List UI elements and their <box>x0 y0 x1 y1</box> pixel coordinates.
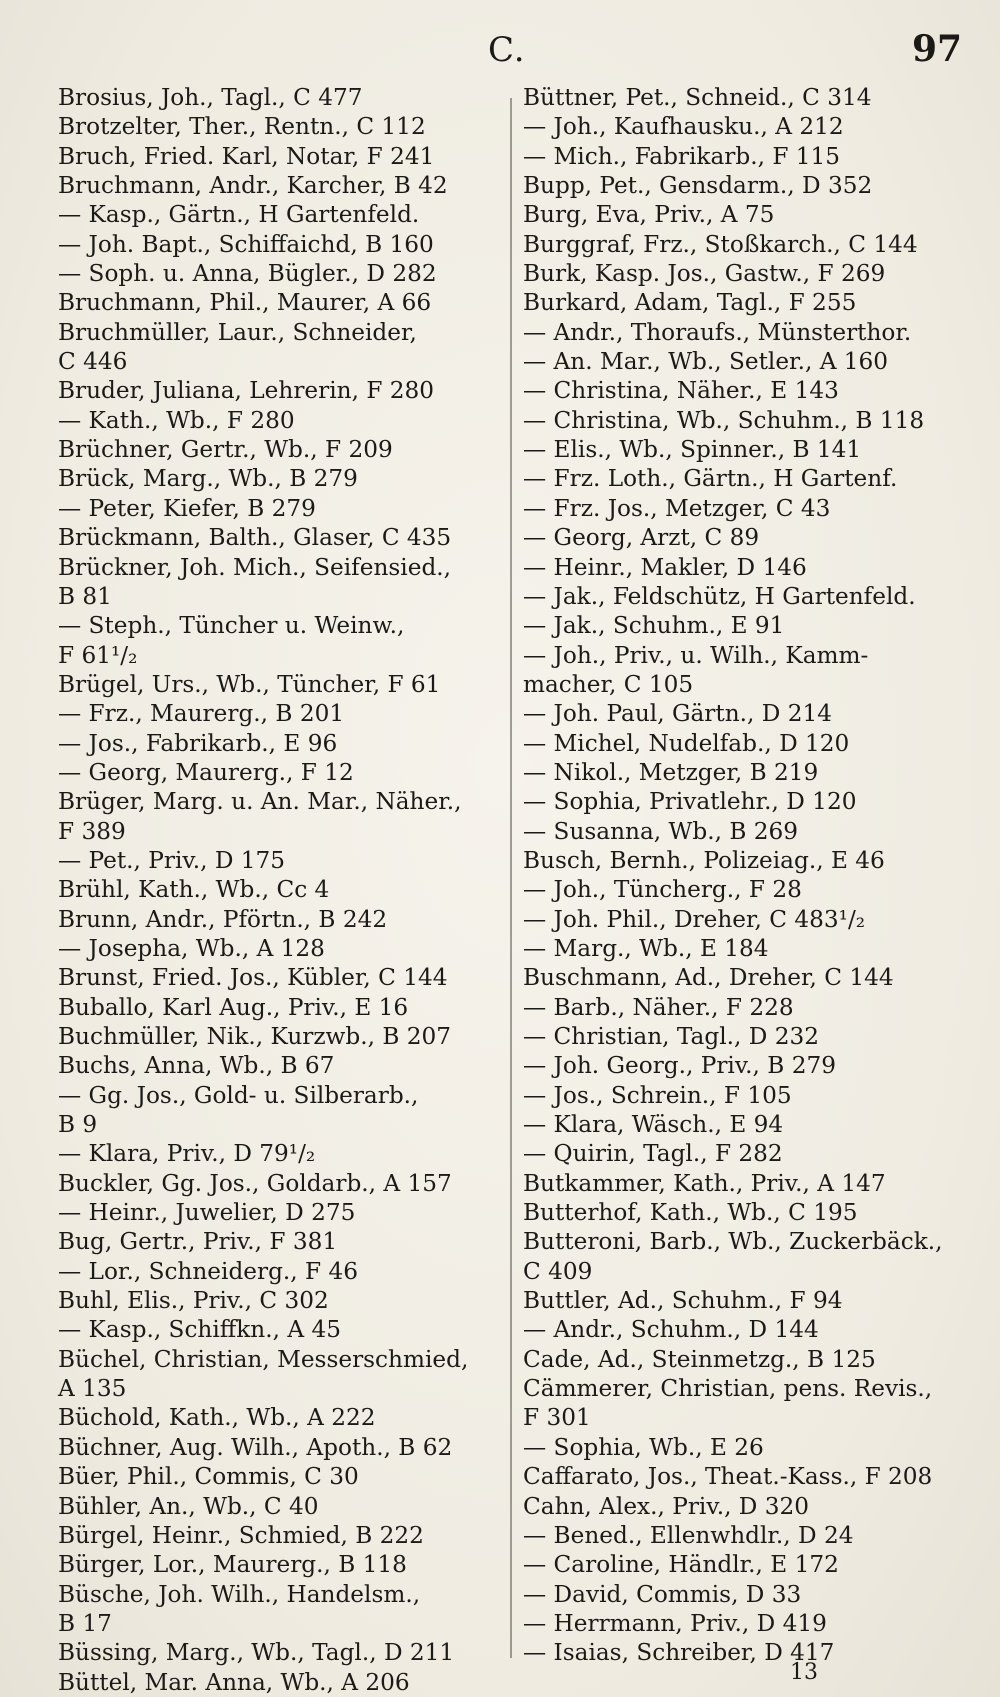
directory-entry: Butteroni, Barb., Wb., Zuckerbäck., <box>523 1228 943 1256</box>
page-number: 97 <box>912 28 963 70</box>
directory-entry: Caffarato, Jos., Theat.-Kass., F 208 <box>523 1463 933 1491</box>
left-column <box>58 83 498 1697</box>
directory-entry: — Jos., Schrein., F 105 <box>523 1081 792 1109</box>
directory-entry: Burg, Eva, Priv., A 75 <box>523 201 775 229</box>
directory-entry: — Sophia, Privatlehr., D 120 <box>523 788 857 816</box>
directory-entry: — Christian, Tagl., D 232 <box>523 1023 819 1050</box>
directory-entry: Brosius, Joh., Tagl., C 477 <box>58 84 363 111</box>
directory-entry: — Heinr., Juwelier, D 275 <box>58 1199 356 1227</box>
directory-entry: — Jos., Fabrikarb., E 96 <box>58 729 338 757</box>
directory-entry: Bupp, Pet., Gensdarm., D 352 <box>523 172 873 200</box>
directory-entry: Brunn, Andr., Pförtn., B 242 <box>58 905 388 933</box>
directory-entry: — Christina, Wb., Schuhm., B 118 <box>523 406 925 434</box>
directory-entry: — Gg. Jos., Gold- u. Silberarb., <box>58 1081 419 1109</box>
directory-entry: Buchs, Anna, Wb., B 67 <box>58 1052 335 1080</box>
directory-entry: Cämmerer, Christian, pens. Revis., <box>523 1375 933 1403</box>
directory-entry: Burk, Kasp. Jos., Gastw., F 269 <box>523 260 886 288</box>
directory-entry: — Pet., Priv., D 175 <box>58 846 286 874</box>
directory-entry: Büttner, Pet., Schneid., C 314 <box>523 84 872 111</box>
directory-entry: — Mich., Fabrikarb., F 115 <box>523 142 841 170</box>
directory-entry: — Isaias, Schreiber, D 417 <box>523 1639 835 1667</box>
directory-entry: — Josepha, Wb., A 128 <box>58 934 325 962</box>
directory-entry: — Kasp., Schiffkn., A 45 <box>58 1316 341 1344</box>
directory-entry: — Nikol., Metzger, B 219 <box>523 758 819 786</box>
directory-entry: macher, C 105 <box>523 670 694 698</box>
directory-entry: — Kath., Wb., F 280 <box>58 406 295 434</box>
directory-entry: Burkard, Adam, Tagl., F 255 <box>523 289 857 317</box>
directory-entry: F 61¹/₂ <box>58 641 138 669</box>
directory-entry: — Michel, Nudelfab., D 120 <box>523 729 850 757</box>
directory-entry: — Joh., Kaufhausku., A 212 <box>523 113 844 141</box>
directory-entry: — Joh. Paul, Gärtn., D 214 <box>523 700 832 728</box>
directory-entry: Butkammer, Kath., Priv., A 147 <box>523 1169 886 1197</box>
directory-entry: — Joh. Georg., Priv., B 279 <box>523 1052 836 1080</box>
directory-entry: Buhl, Elis., Priv., C 302 <box>58 1287 329 1315</box>
directory-entry: Butterhof, Kath., Wb., C 195 <box>523 1199 858 1227</box>
directory-entry: — Bened., Ellenwhdlr., D 24 <box>523 1521 854 1549</box>
directory-entry: Brück, Marg., Wb., B 279 <box>58 465 358 493</box>
directory-entry: F 301 <box>523 1404 591 1432</box>
directory-entry: — Frz. Jos., Metzger, C 43 <box>523 494 831 522</box>
directory-entry: — Klara, Priv., D 79¹/₂ <box>58 1140 316 1168</box>
directory-entry: A 135 <box>58 1375 127 1403</box>
section-letter: C. <box>488 30 526 70</box>
directory-entry: — David, Commis, D 33 <box>523 1580 802 1608</box>
directory-entry: — Marg., Wb., E 184 <box>523 934 769 962</box>
directory-entry: Büsche, Joh. Wilh., Handelsm., <box>58 1580 421 1608</box>
directory-entry: Buchmüller, Nik., Kurzwb., B 207 <box>58 1023 452 1050</box>
directory-entry: — Soph. u. Anna, Bügler., D 282 <box>58 260 437 288</box>
directory-entry: Burggraf, Frz., Stoßkarch., C 144 <box>523 230 918 258</box>
directory-entry: Brüger, Marg. u. An. Mar., Näher., <box>58 788 462 816</box>
directory-entry: — Frz. Loth., Gärtn., H Gartenf. <box>523 465 898 493</box>
directory-entry: — Christina, Näher., E 143 <box>523 377 839 405</box>
directory-entry: Brückner, Joh. Mich., Seifensied., <box>58 553 452 581</box>
directory-entry: Bruder, Juliana, Lehrerin, F 280 <box>58 377 435 405</box>
directory-entry: Busch, Bernh., Polizeiag., E 46 <box>523 846 885 874</box>
directory-entry: Brügel, Urs., Wb., Tüncher, F 61 <box>58 670 441 698</box>
directory-entry: Büssing, Marg., Wb., Tagl., D 211 <box>58 1639 455 1667</box>
directory-entry: — Jak., Schuhm., E 91 <box>523 612 785 640</box>
directory-entry: — Sophia, Wb., E 26 <box>523 1433 764 1461</box>
directory-entry: B 81 <box>58 582 112 610</box>
directory-entry: Buballo, Karl Aug., Priv., E 16 <box>58 993 409 1021</box>
directory-entry: — Caroline, Händlr., E 172 <box>523 1551 839 1579</box>
directory-entry: — Joh., Priv., u. Wilh., Kamm- <box>523 641 869 669</box>
directory-entry: B 17 <box>58 1609 112 1637</box>
directory-entry: — Steph., Tüncher u. Weinw., <box>58 612 405 640</box>
directory-entry: Bug, Gertr., Priv., F 381 <box>58 1228 338 1256</box>
directory-entry: — An. Mar., Wb., Setler., A 160 <box>523 348 889 376</box>
directory-entry: Buschmann, Ad., Dreher, C 144 <box>523 964 894 992</box>
directory-entry: Büer, Phil., Commis, C 30 <box>58 1463 359 1491</box>
directory-entry: — Elis., Wb., Spinner., B 141 <box>523 436 862 464</box>
directory-entry: Brückmann, Balth., Glaser, C 435 <box>58 524 452 552</box>
column-divider <box>510 98 512 1658</box>
directory-entry: Bruchmann, Phil., Maurer, A 66 <box>58 289 432 317</box>
directory-entry: — Georg, Maurerg., F 12 <box>58 758 354 786</box>
directory-entry: — Jak., Feldschütz, H Gartenfeld. <box>523 582 916 610</box>
directory-entry: Bürger, Lor., Maurerg., B 118 <box>58 1551 407 1579</box>
directory-entry: Brunst, Fried. Jos., Kübler, C 144 <box>58 964 448 992</box>
directory-entry: — Quirin, Tagl., F 282 <box>523 1140 783 1168</box>
directory-entry: Bürgel, Heinr., Schmied, B 222 <box>58 1521 424 1549</box>
directory-entry: — Georg, Arzt, C 89 <box>523 524 760 552</box>
directory-entry: Cade, Ad., Steinmetzg., B 125 <box>523 1345 876 1373</box>
directory-entry: — Andr., Schuhm., D 144 <box>523 1316 819 1344</box>
directory-entry: Bruchmüller, Laur., Schneider, <box>58 318 417 346</box>
directory-entry: — Herrmann, Priv., D 419 <box>523 1609 827 1637</box>
directory-entry: Brüchner, Gertr., Wb., F 209 <box>58 436 393 464</box>
directory-entry: Büchel, Christian, Messerschmied, <box>58 1345 469 1373</box>
directory-entry: Büchner, Aug. Wilh., Apoth., B 62 <box>58 1433 453 1461</box>
directory-entry: C 409 <box>523 1257 593 1285</box>
directory-entry: — Joh. Bapt., Schiffaichd, B 160 <box>58 230 434 258</box>
directory-entry: F 389 <box>58 817 126 845</box>
directory-entry: — Frz., Maurerg., B 201 <box>58 700 345 728</box>
directory-entry: Cahn, Alex., Priv., D 320 <box>523 1492 810 1520</box>
directory-entry: Büttel, Mar. Anna, Wb., A 206 <box>58 1668 410 1696</box>
directory-entry: C 446 <box>58 348 128 376</box>
directory-entry: — Kasp., Gärtn., H Gartenfeld. <box>58 201 420 229</box>
directory-entry: — Andr., Thoraufs., Münsterthor. <box>523 318 912 346</box>
directory-entry: — Heinr., Makler, D 146 <box>523 553 807 581</box>
directory-entry: Bruch, Fried. Karl, Notar, F 241 <box>58 142 435 170</box>
directory-entry: Buttler, Ad., Schuhm., F 94 <box>523 1287 843 1315</box>
right-column <box>523 83 978 1668</box>
directory-entry: — Barb., Näher., F 228 <box>523 993 794 1021</box>
directory-entry: — Susanna, Wb., B 269 <box>523 817 798 845</box>
directory-entry: — Joh. Phil., Dreher, C 483¹/₂ <box>523 905 866 933</box>
directory-entry: — Klara, Wäsch., E 94 <box>523 1111 784 1139</box>
directory-entry: B 9 <box>58 1111 98 1139</box>
printer-signature: 13 <box>790 1660 818 1685</box>
directory-entry: — Lor., Schneiderg., F 46 <box>58 1257 359 1285</box>
directory-entry: Bruchmann, Andr., Karcher, B 42 <box>58 172 448 200</box>
directory-entry: Brotzelter, Ther., Rentn., C 112 <box>58 113 426 141</box>
directory-entry: — Joh., Tüncherg., F 28 <box>523 876 802 904</box>
directory-entry: Büchold, Kath., Wb., A 222 <box>58 1404 376 1432</box>
directory-entry: Buckler, Gg. Jos., Goldarb., A 157 <box>58 1169 452 1197</box>
directory-entry: Brühl, Kath., Wb., Cc 4 <box>58 876 330 904</box>
directory-entry: Bühler, An., Wb., C 40 <box>58 1492 319 1520</box>
directory-entry: — Peter, Kiefer, B 279 <box>58 494 316 522</box>
